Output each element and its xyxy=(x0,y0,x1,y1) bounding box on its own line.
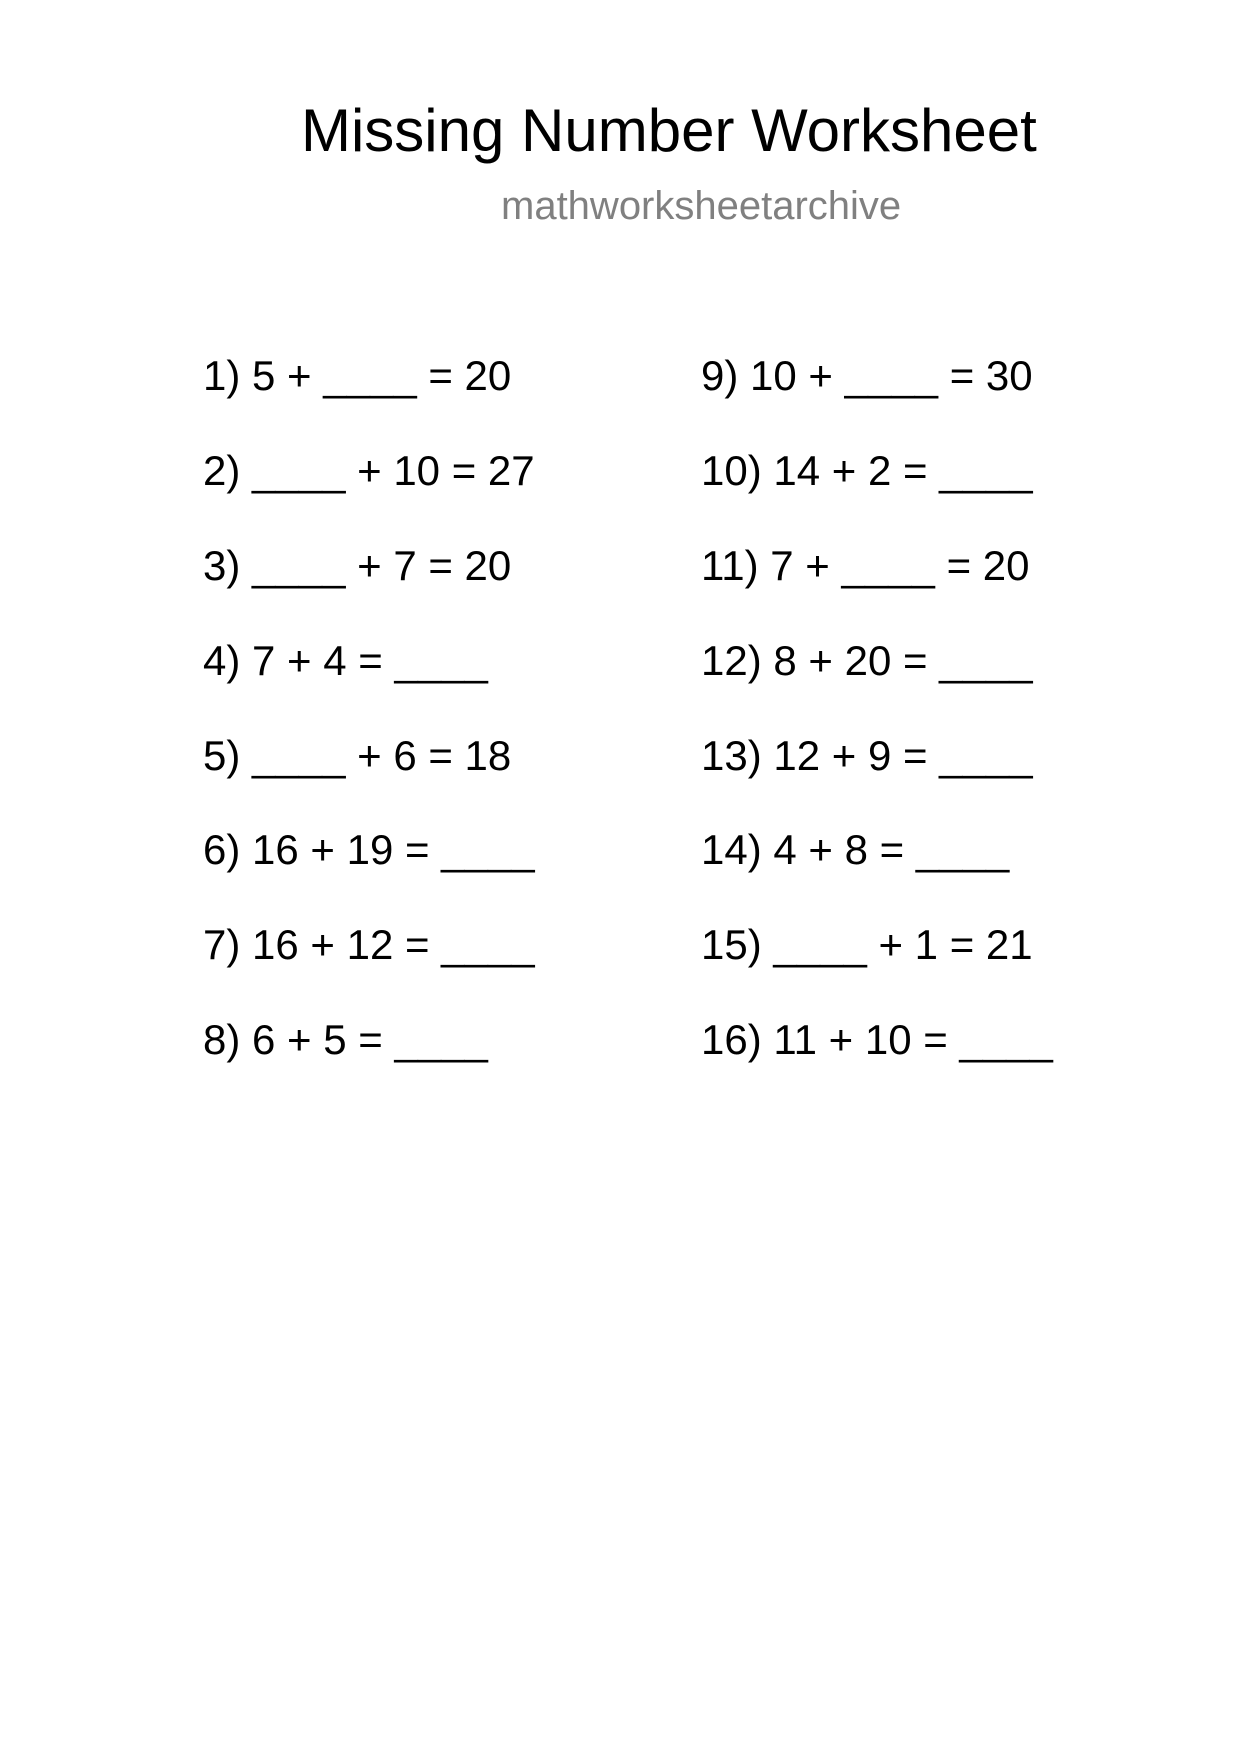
problem-item: 7) 16 + 12 = ____ xyxy=(203,921,535,969)
problem-item: 16) 11 + 10 = ____ xyxy=(701,1016,1053,1064)
problems-column-right xyxy=(701,350,1053,1109)
page-title: Missing Number Worksheet xyxy=(301,97,1037,164)
page-subtitle: mathworksheetarchive xyxy=(501,184,902,228)
problem-item: 15) ____ + 1 = 21 xyxy=(701,921,1033,969)
problem-item: 12) 8 + 20 = ____ xyxy=(701,636,1033,684)
problem-item: 6) 16 + 19 = ____ xyxy=(203,826,535,874)
problem-item: 13) 12 + 9 = ____ xyxy=(701,731,1033,779)
problem-item: 3) ____ + 7 = 20 xyxy=(203,541,512,589)
problem-item: 9) 10 + ____ = 30 xyxy=(701,352,1033,399)
problem-item: 2) ____ + 10 = 27 xyxy=(203,446,535,494)
problem-item: 11) 7 + ____ = 20 xyxy=(701,541,1030,589)
problem-item: 5) ____ + 6 = 18 xyxy=(203,731,512,779)
problem-item: 1) 5 + ____ = 20 xyxy=(203,352,512,399)
problem-item: 14) 4 + 8 = ____ xyxy=(701,826,1010,874)
problem-item: 4) 7 + 4 = ____ xyxy=(203,636,488,684)
problems-column-left xyxy=(203,350,535,1109)
problem-item: 8) 6 + 5 = ____ xyxy=(203,1016,488,1064)
problem-item: 10) 14 + 2 = ____ xyxy=(701,446,1033,494)
